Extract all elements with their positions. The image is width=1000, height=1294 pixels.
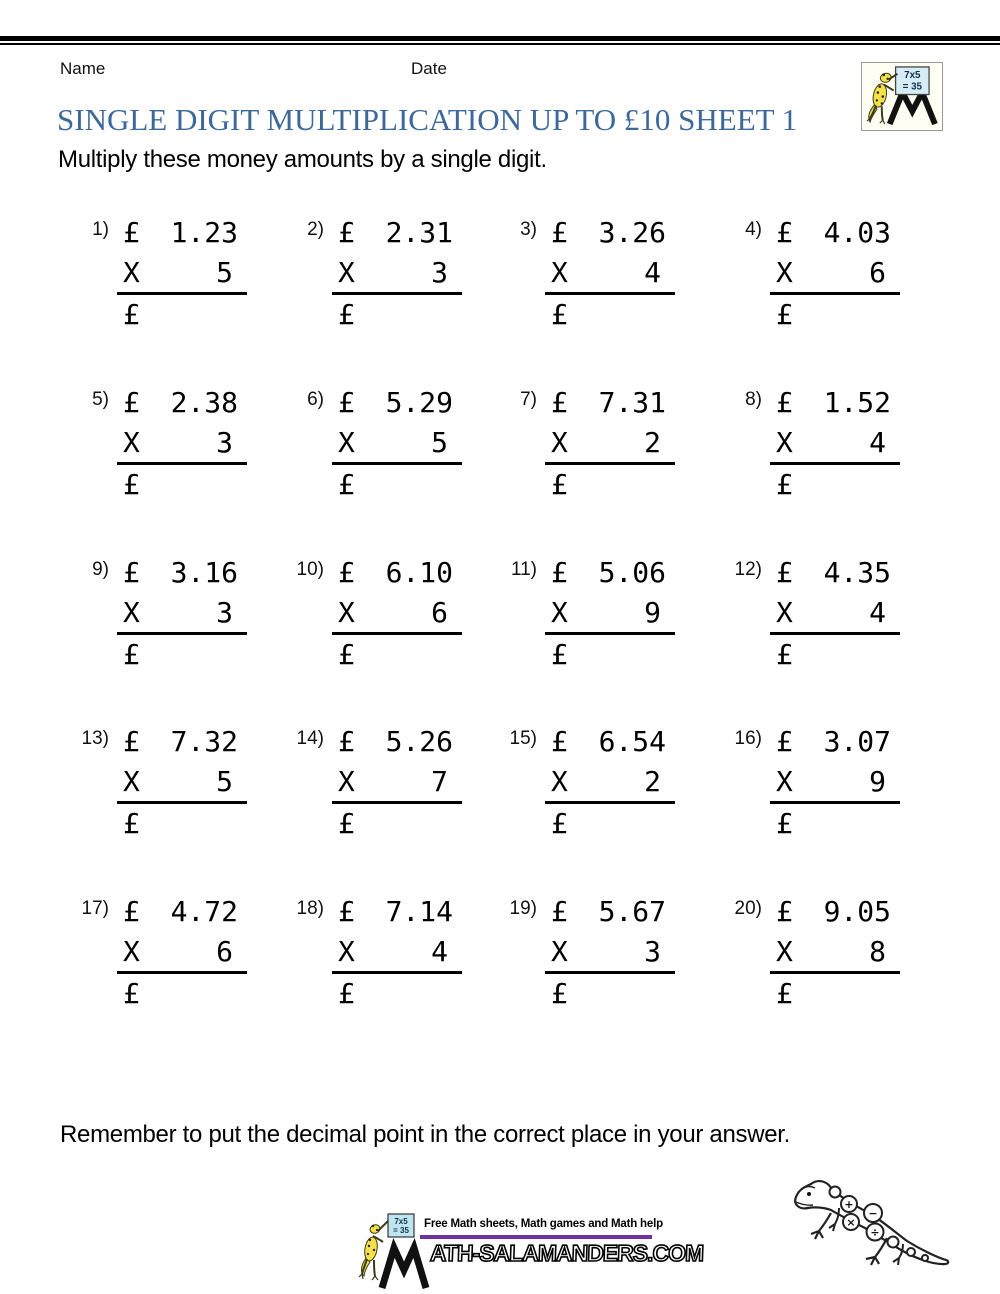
answer-pound-sign: £ (551, 977, 568, 1010)
times-sign: X (551, 426, 568, 459)
problem-14 (296, 725, 462, 840)
multiplicand-row (770, 897, 900, 937)
amount: 5.06 (598, 556, 666, 589)
times-sign: X (338, 765, 355, 798)
problem-number: 13) (81, 728, 109, 749)
multiplier: 9 (869, 765, 886, 798)
pound-sign: £ (338, 216, 355, 249)
problem-16 (734, 725, 900, 840)
amount: 5.67 (598, 895, 666, 928)
multiplicand-row (770, 218, 900, 258)
answer-row (770, 635, 900, 671)
pound-sign: £ (776, 895, 793, 928)
svg-text:−: − (868, 1207, 878, 1220)
svg-text:7x5: 7x5 (394, 1217, 408, 1226)
problem-number: 7) (520, 389, 537, 410)
problem-2 (307, 216, 462, 331)
multiplier: 8 (869, 935, 886, 968)
multiplier-row (545, 767, 675, 804)
problem-7 (520, 386, 675, 501)
amount: 7.14 (385, 895, 453, 928)
answer-row (545, 974, 675, 1010)
multiplier: 5 (216, 256, 233, 289)
problem-15 (509, 725, 675, 840)
pound-sign: £ (551, 725, 568, 758)
answer-pound-sign: £ (551, 298, 568, 331)
multiplier: 3 (431, 256, 448, 289)
multiplicand-row (117, 897, 247, 937)
problem-number: 8) (745, 389, 762, 410)
times-sign: X (776, 256, 793, 289)
problem-number: 18) (296, 898, 324, 919)
answer-pound-sign: £ (551, 468, 568, 501)
answer-pound-sign: £ (338, 807, 355, 840)
times-sign: X (123, 596, 140, 629)
pound-sign: £ (123, 386, 140, 419)
amount: 1.23 (170, 216, 238, 249)
multiplier-row (332, 598, 462, 635)
times-sign: X (338, 596, 355, 629)
problem-number: 4) (745, 219, 762, 240)
times-sign: X (776, 596, 793, 629)
problem-number: 19) (509, 898, 537, 919)
problem-number: 20) (734, 898, 762, 919)
problem-9 (92, 556, 247, 671)
pound-sign: £ (338, 895, 355, 928)
answer-pound-sign: £ (776, 807, 793, 840)
answer-pound-sign: £ (338, 298, 355, 331)
multiplier-row (770, 258, 900, 295)
amount: 3.26 (598, 216, 666, 249)
answer-row (117, 974, 247, 1010)
problem-number: 9) (92, 559, 109, 580)
pound-sign: £ (551, 386, 568, 419)
pound-sign: £ (123, 725, 140, 758)
problem-17 (81, 895, 247, 1010)
problem-number: 6) (307, 389, 324, 410)
answer-row (117, 465, 247, 501)
pound-sign: £ (776, 556, 793, 589)
svg-text:= 35: = 35 (902, 81, 923, 93)
pound-sign: £ (338, 386, 355, 419)
answer-row (770, 804, 900, 840)
times-sign: X (776, 935, 793, 968)
multiplier: 4 (869, 596, 886, 629)
multiplier-row (545, 428, 675, 465)
multiplicand-row (770, 388, 900, 428)
multiplicand-row (545, 897, 675, 937)
problem-1 (92, 216, 247, 331)
svg-text:7x5: 7x5 (904, 69, 921, 81)
problem-number: 10) (296, 559, 324, 580)
multiplicand-row (332, 388, 462, 428)
multiplier-row (545, 258, 675, 295)
multiplier: 9 (644, 596, 661, 629)
problem-8 (745, 386, 900, 501)
problem-5 (92, 386, 247, 501)
answer-row (770, 295, 900, 331)
multiplier: 6 (869, 256, 886, 289)
pound-sign: £ (551, 216, 568, 249)
problem-11 (510, 556, 675, 671)
svg-text:×: × (846, 1216, 856, 1229)
amount: 9.05 (823, 895, 891, 928)
multiplicand-row (545, 727, 675, 767)
answer-pound-sign: £ (123, 638, 140, 671)
svg-text:= 35: = 35 (393, 1226, 409, 1235)
multiplier-row (117, 428, 247, 465)
problem-number: 2) (307, 219, 324, 240)
multiplier-row (117, 258, 247, 295)
problem-10 (296, 556, 462, 671)
pound-sign: £ (551, 895, 568, 928)
problem-number: 17) (81, 898, 109, 919)
multiplier-row (770, 767, 900, 804)
answer-row (545, 635, 675, 671)
multiplier-row (117, 598, 247, 635)
answer-row (770, 465, 900, 501)
answer-row (545, 804, 675, 840)
times-sign: X (123, 765, 140, 798)
answer-pound-sign: £ (776, 638, 793, 671)
problem-number: 11) (510, 559, 537, 580)
answer-row (545, 295, 675, 331)
amount: 1.52 (823, 386, 891, 419)
pound-sign: £ (551, 556, 568, 589)
problem-number: 1) (92, 219, 109, 240)
amount: 4.35 (823, 556, 891, 589)
amount: 2.38 (170, 386, 238, 419)
multiplicand-row (545, 218, 675, 258)
footer-tagline: Free Math sheets, Math games and Math help (424, 1218, 663, 1230)
answer-row (117, 635, 247, 671)
multiplicand-row (332, 727, 462, 767)
pound-sign: £ (338, 725, 355, 758)
multiplier-row (545, 937, 675, 974)
amount: 5.29 (385, 386, 453, 419)
multiplicand-row (545, 558, 675, 598)
problem-number: 14) (296, 728, 324, 749)
problem-number: 15) (509, 728, 537, 749)
answer-row (117, 295, 247, 331)
answer-row (332, 974, 462, 1010)
multiplier: 3 (644, 935, 661, 968)
answer-pound-sign: £ (776, 468, 793, 501)
problem-6 (307, 386, 462, 501)
amount: 6.10 (385, 556, 453, 589)
multiplier-row (545, 598, 675, 635)
pound-sign: £ (776, 725, 793, 758)
pound-sign: £ (776, 386, 793, 419)
svg-text:+: + (844, 1198, 854, 1211)
top-double-rule (0, 36, 1000, 45)
times-sign: X (776, 765, 793, 798)
multiplier: 3 (216, 426, 233, 459)
times-sign: X (551, 256, 568, 289)
times-sign: X (338, 256, 355, 289)
multiplier-row (332, 767, 462, 804)
multiplicand-row (545, 388, 675, 428)
reminder-text: Remember to put the decimal point in the correct place in your answer. (60, 1121, 791, 1148)
times-sign: X (338, 426, 355, 459)
multiplier-row (332, 428, 462, 465)
multiplier-row (770, 598, 900, 635)
problem-3 (520, 216, 675, 331)
answer-pound-sign: £ (776, 298, 793, 331)
answer-row (332, 635, 462, 671)
multiplier: 4 (869, 426, 886, 459)
date-label: Date (411, 59, 447, 78)
multiplier: 5 (216, 765, 233, 798)
problem-number: 16) (734, 728, 762, 749)
amount: 6.54 (598, 725, 666, 758)
multiplicand-row (332, 218, 462, 258)
problem-number: 12) (734, 559, 762, 580)
amount: 5.26 (385, 725, 453, 758)
multiplier-row (117, 937, 247, 974)
amount: 3.16 (170, 556, 238, 589)
multiplicand-row (117, 727, 247, 767)
times-sign: X (123, 426, 140, 459)
multiplier-row (332, 258, 462, 295)
answer-pound-sign: £ (123, 807, 140, 840)
amount: 2.31 (385, 216, 453, 249)
answer-pound-sign: £ (338, 977, 355, 1010)
multiplier: 3 (216, 596, 233, 629)
multiplier-row (770, 937, 900, 974)
pound-sign: £ (776, 216, 793, 249)
amount: 7.31 (598, 386, 666, 419)
svg-text:÷: ÷ (870, 1226, 880, 1239)
multiplier: 5 (431, 426, 448, 459)
multiplier: 6 (216, 935, 233, 968)
amount: 4.72 (170, 895, 238, 928)
multiplier-row (332, 937, 462, 974)
times-sign: X (551, 935, 568, 968)
amount: 3.07 (823, 725, 891, 758)
answer-row (332, 465, 462, 501)
answer-pound-sign: £ (551, 807, 568, 840)
problem-18 (296, 895, 462, 1010)
answer-pound-sign: £ (338, 468, 355, 501)
multiplicand-row (770, 558, 900, 598)
pound-sign: £ (338, 556, 355, 589)
multiplier: 4 (431, 935, 448, 968)
problem-4 (745, 216, 900, 331)
answer-pound-sign: £ (123, 298, 140, 331)
salamander-illustration (783, 1158, 958, 1270)
multiplier: 7 (431, 765, 448, 798)
multiplicand-row (332, 558, 462, 598)
page-subtitle: Multiply these money amounts by a single digit. (58, 146, 547, 173)
multiplicand-row (117, 218, 247, 258)
problem-number: 5) (92, 389, 109, 410)
answer-row (770, 974, 900, 1010)
multiplicand-row (117, 558, 247, 598)
name-label: Name (60, 59, 106, 78)
pound-sign: £ (123, 216, 140, 249)
answer-row (332, 295, 462, 331)
times-sign: X (776, 426, 793, 459)
times-sign: X (123, 256, 140, 289)
multiplicand-row (770, 727, 900, 767)
pound-sign: £ (123, 895, 140, 928)
times-sign: X (338, 935, 355, 968)
pound-sign: £ (123, 556, 140, 589)
problem-number: 3) (520, 219, 537, 240)
multiplier-row (117, 767, 247, 804)
answer-pound-sign: £ (776, 977, 793, 1010)
multiplier: 6 (431, 596, 448, 629)
answer-row (117, 804, 247, 840)
multiplier: 2 (644, 426, 661, 459)
answer-pound-sign: £ (551, 638, 568, 671)
answer-pound-sign: £ (123, 468, 140, 501)
answer-pound-sign: £ (338, 638, 355, 671)
problem-13 (81, 725, 247, 840)
multiplier: 4 (644, 256, 661, 289)
multiplicand-row (332, 897, 462, 937)
multiplier-row (770, 428, 900, 465)
answer-row (545, 465, 675, 501)
times-sign: X (551, 765, 568, 798)
multiplier: 2 (644, 765, 661, 798)
amount: 4.03 (823, 216, 891, 249)
times-sign: X (123, 935, 140, 968)
problem-19 (509, 895, 675, 1010)
times-sign: X (551, 596, 568, 629)
footer-wordmark: ATH-SALAMANDERS.COM (429, 1240, 704, 1266)
page-title: SINGLE DIGIT MULTIPLICATION UP TO £10 SHEET 1 (57, 102, 798, 137)
answer-row (332, 804, 462, 840)
footer-purple-rule (420, 1235, 652, 1239)
multiplicand-row (117, 388, 247, 428)
answer-pound-sign: £ (123, 977, 140, 1010)
amount: 7.32 (170, 725, 238, 758)
problem-12 (734, 556, 900, 671)
problem-20 (734, 895, 900, 1010)
